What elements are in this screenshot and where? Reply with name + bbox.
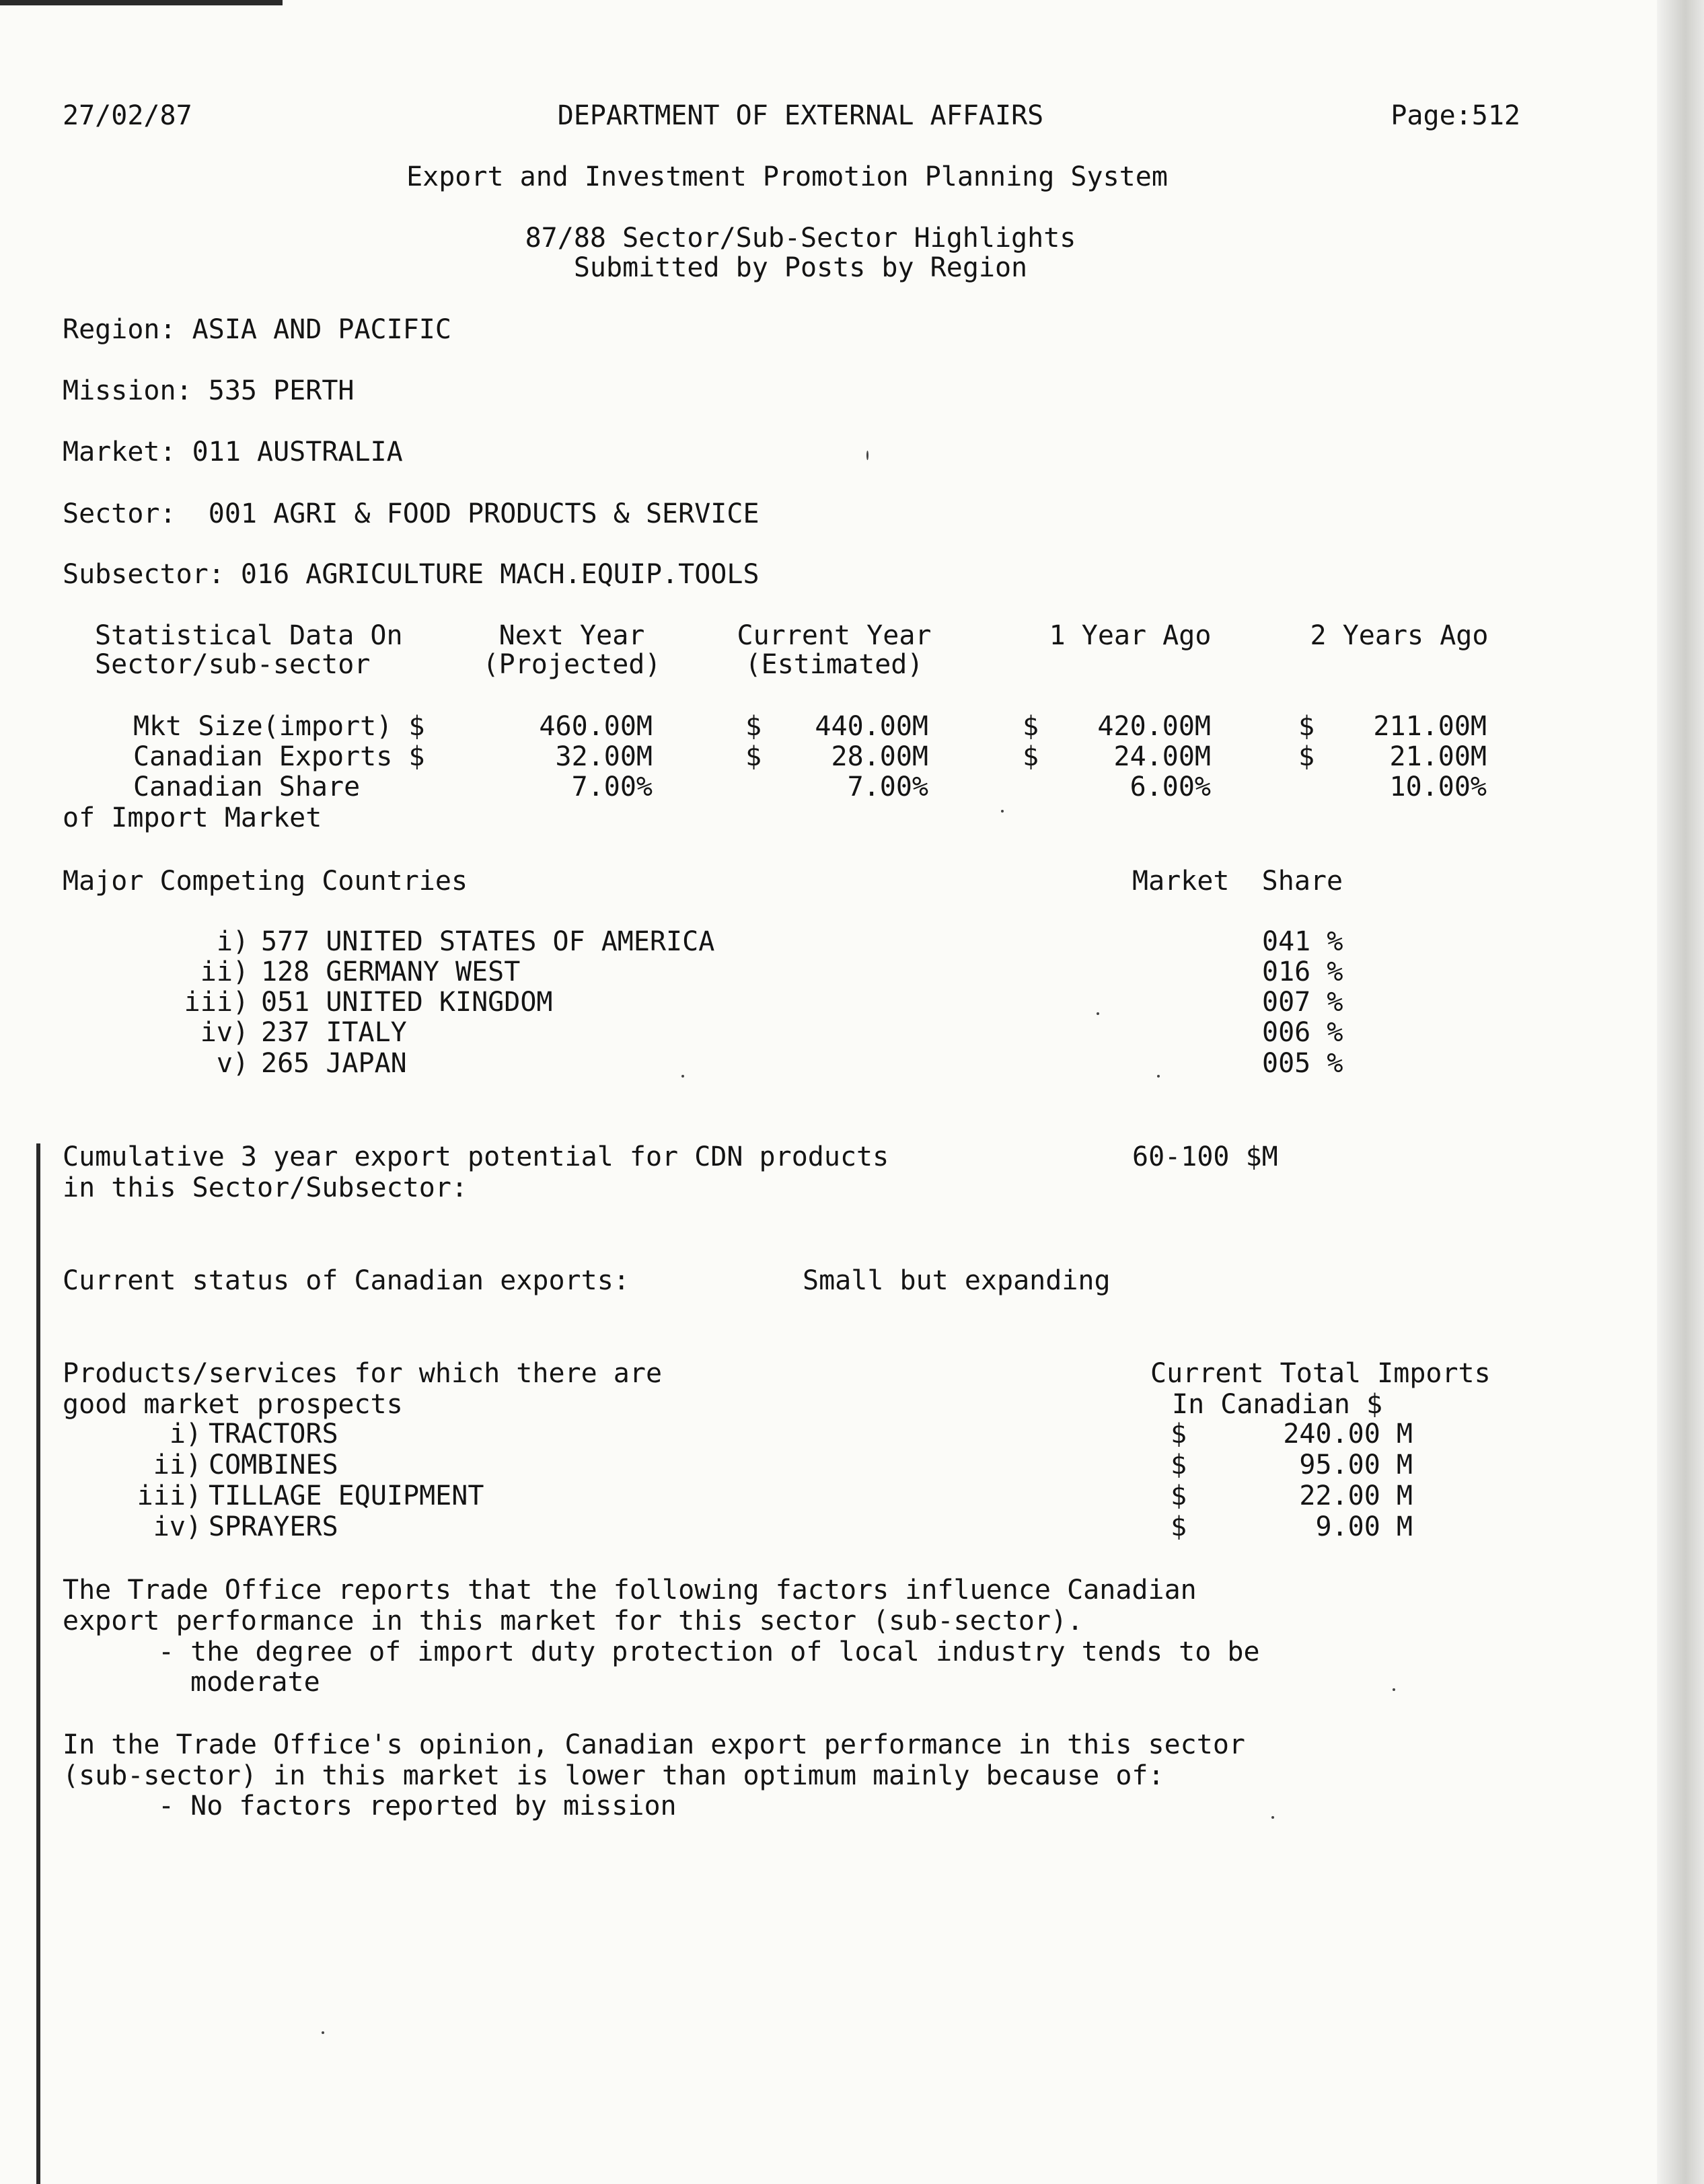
- factors-text-2: export performance in this market for this sector (sub-sector).: [63, 1606, 1084, 1636]
- report-title: 87/88 Sector/Sub-Sector Highlights: [525, 223, 1076, 254]
- stats-next-value: 460.00M: [539, 711, 653, 742]
- scan-speck: [866, 451, 868, 460]
- stats-ago1-value: 420.00M: [1097, 711, 1211, 742]
- stats-ago2-symbol: $: [1298, 741, 1315, 772]
- scan-edge-right: [1657, 0, 1704, 2184]
- factors-text-1: The Trade Office reports that the following factors influence Canadian: [63, 1575, 1197, 1606]
- stats-current-value: 7.00%: [847, 771, 928, 802]
- imports-heading-1: Current Total Imports: [1150, 1358, 1491, 1389]
- product-value: 9.00 M: [1315, 1511, 1413, 1542]
- stats-header-1-year-ago: 1 Year Ago: [1049, 620, 1212, 651]
- page-number: Page:512: [1391, 100, 1520, 131]
- product-number: iii): [137, 1480, 202, 1511]
- product-currency: $: [1171, 1449, 1187, 1480]
- competitor-share: 041 %: [1262, 926, 1343, 957]
- stats-header-2-years-ago: 2 Years Ago: [1310, 620, 1489, 651]
- competitor-share: 006 %: [1262, 1017, 1343, 1048]
- competitor-country: 051 UNITED KINGDOM: [261, 987, 553, 1018]
- competitor-number: v): [216, 1048, 249, 1079]
- status-label: Current status of Canadian exports:: [63, 1265, 630, 1296]
- opinion-text-1: In the Trade Office's opinion, Canadian export performance in this sector: [63, 1729, 1245, 1760]
- product-number: i): [169, 1419, 202, 1449]
- scan-speck: [322, 2031, 324, 2034]
- competitor-country: 265 JAPAN: [261, 1048, 407, 1079]
- stats-current-value: 28.00M: [831, 741, 928, 772]
- product-currency: $: [1171, 1480, 1187, 1511]
- report-subtitle: Submitted by Posts by Region: [573, 252, 1028, 283]
- stats-row-label: Canadian Share: [133, 771, 361, 802]
- potential-text-1: Cumulative 3 year export potential for CDN products: [63, 1141, 889, 1172]
- stats-header-projected: (Projected): [482, 649, 661, 680]
- product-number: ii): [153, 1449, 202, 1480]
- competitor-share: 016 %: [1262, 956, 1343, 987]
- stats-header-current-year: Current Year: [737, 620, 932, 651]
- products-heading-2: good market prospects: [63, 1389, 403, 1420]
- stats-header-label-1: Statistical Data On: [95, 620, 403, 651]
- stats-next-value: 32.00M: [555, 741, 653, 772]
- stats-header-next-year: Next Year: [498, 620, 645, 651]
- scan-speck: [1393, 1688, 1395, 1691]
- scan-edge-left: [36, 1143, 40, 2184]
- stats-header-label-2: Sector/sub-sector: [95, 649, 371, 680]
- product-name: TRACTORS: [209, 1419, 338, 1449]
- competitor-number: ii): [200, 956, 249, 987]
- stats-ago1-symbol: $: [1023, 741, 1039, 772]
- product-number: iv): [153, 1511, 202, 1542]
- factors-bullet-2: moderate: [190, 1667, 320, 1698]
- competitor-number: iii): [184, 987, 249, 1018]
- competitor-share: 005 %: [1262, 1048, 1343, 1079]
- region-field: Region: ASIA AND PACIFIC: [63, 314, 451, 345]
- factors-bullet-1: - the degree of import duty protection of local industry tends to be: [158, 1636, 1260, 1667]
- product-name: TILLAGE EQUIPMENT: [209, 1480, 484, 1511]
- potential-value: 60-100 $M: [1132, 1141, 1278, 1172]
- product-currency: $: [1171, 1511, 1187, 1542]
- competitor-country: 128 GERMANY WEST: [261, 956, 521, 987]
- share-continuation: of Import Market: [63, 802, 322, 833]
- product-value: 22.00 M: [1299, 1480, 1413, 1511]
- department-title: DEPARTMENT OF EXTERNAL AFFAIRS: [557, 100, 1044, 131]
- stats-header-estimated: (Estimated): [745, 649, 924, 680]
- product-name: COMBINES: [209, 1449, 338, 1480]
- report-date: 27/02/87: [63, 100, 192, 131]
- status-value: Small but expanding: [803, 1265, 1111, 1296]
- stats-ago2-symbol: $: [1298, 711, 1315, 742]
- sector-field: Sector: 001 AGRI & FOOD PRODUCTS & SERVICE: [63, 498, 760, 529]
- product-value: 95.00 M: [1299, 1449, 1413, 1480]
- system-title: Export and Investment Promotion Planning System: [406, 161, 1168, 192]
- products-heading-1: Products/services for which there are: [63, 1358, 663, 1389]
- scan-speck: [681, 1075, 684, 1078]
- market-share-heading: Market Share: [1132, 866, 1343, 897]
- product-currency: $: [1171, 1419, 1187, 1449]
- imports-heading-2: In Canadian $: [1172, 1389, 1383, 1420]
- stats-ago1-symbol: $: [1023, 711, 1039, 742]
- product-value: 240.00 M: [1283, 1419, 1413, 1449]
- opinion-text-2: (sub-sector) in this market is lower than optimum mainly because of:: [63, 1760, 1164, 1791]
- stats-current-symbol: $: [745, 741, 762, 772]
- scan-edge-top: [0, 0, 283, 5]
- product-name: SPRAYERS: [209, 1511, 338, 1542]
- stats-next-value: 7.00%: [571, 771, 653, 802]
- market-field: Market: 011 AUSTRALIA: [63, 437, 403, 467]
- potential-text-2: in this Sector/Subsector:: [63, 1172, 468, 1203]
- stats-ago1-value: 6.00%: [1129, 771, 1211, 802]
- stats-ago1-value: 24.00M: [1113, 741, 1211, 772]
- competitor-number: i): [216, 926, 249, 957]
- scan-speck: [1097, 1012, 1099, 1015]
- competitor-country: 237 ITALY: [261, 1017, 407, 1048]
- opinion-bullet: - No factors reported by mission: [158, 1791, 677, 1821]
- subsector-field: Subsector: 016 AGRICULTURE MACH.EQUIP.TOOLS: [63, 559, 760, 590]
- mission-field: Mission: 535 PERTH: [63, 375, 355, 406]
- stats-current-symbol: $: [745, 711, 762, 742]
- stats-current-value: 440.00M: [815, 711, 928, 742]
- competitor-number: iv): [200, 1017, 249, 1048]
- stats-ago2-value: 10.00%: [1389, 771, 1487, 802]
- stats-row-label: Mkt Size(import) $: [133, 711, 425, 742]
- scan-speck: [1157, 1075, 1160, 1078]
- competitor-share: 007 %: [1262, 987, 1343, 1018]
- stats-ago2-value: 21.00M: [1389, 741, 1487, 772]
- scan-speck: [1001, 810, 1004, 813]
- stats-row-label: Canadian Exports $: [133, 741, 425, 772]
- scan-speck: [1271, 1816, 1274, 1819]
- competitor-country: 577 UNITED STATES OF AMERICA: [261, 926, 715, 957]
- competitors-heading: Major Competing Countries: [63, 866, 468, 897]
- stats-ago2-value: 211.00M: [1373, 711, 1487, 742]
